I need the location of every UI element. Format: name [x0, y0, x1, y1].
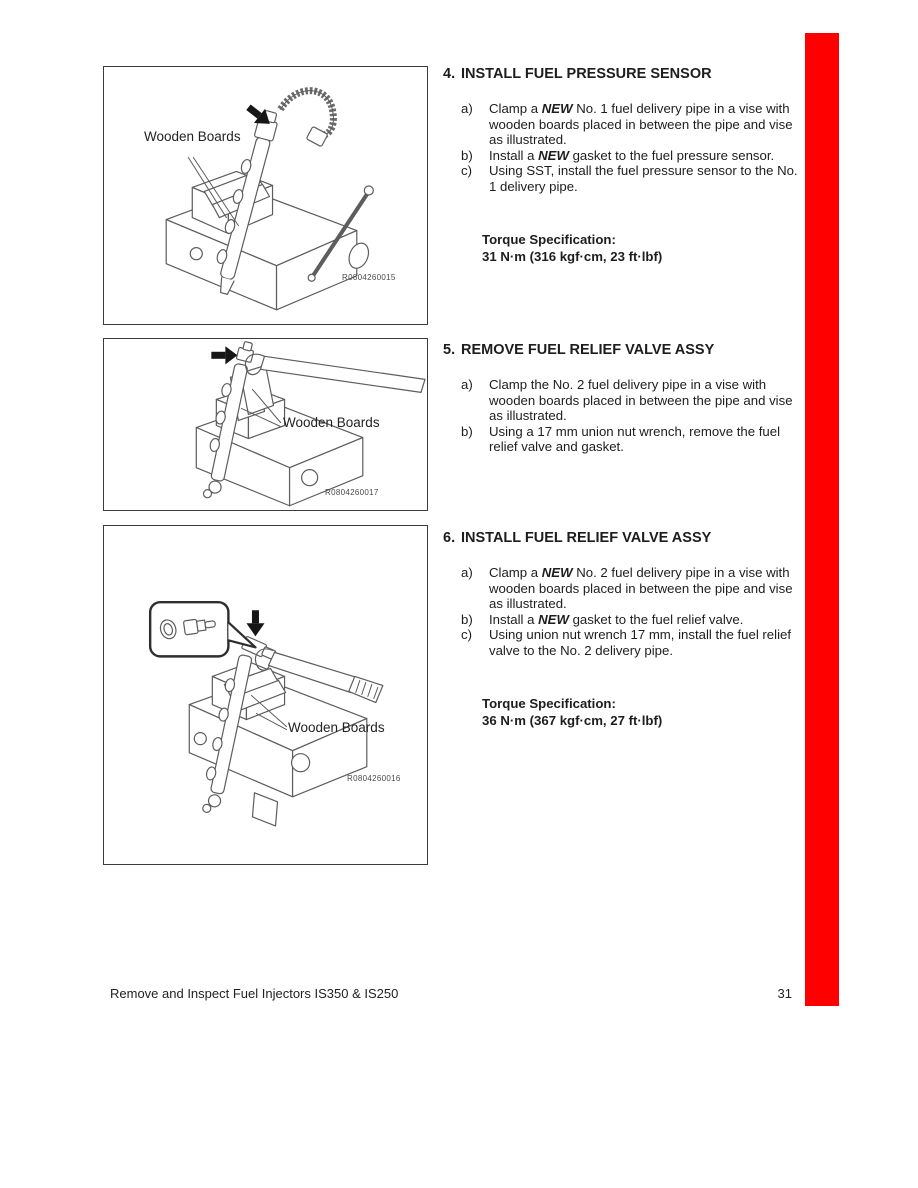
- section-install-fuel-relief-valve: [443, 530, 801, 730]
- step-letter: c): [461, 627, 472, 643]
- page-number: 31: [777, 986, 792, 1001]
- section-heading: [443, 342, 801, 358]
- section-heading: [443, 66, 801, 82]
- step-text: Using union nut wrench 17 mm, install the fuel relief valve to the No. 2 delivery pipe.: [489, 627, 791, 658]
- section-remove-fuel-relief-valve: [443, 342, 801, 455]
- torque-value: 31 N·m (316 kgf·cm, 23 ft·lbf): [482, 249, 663, 265]
- step-letter: c): [461, 163, 472, 179]
- figure-install-fuel-relief-valve: [103, 525, 428, 865]
- step-text: Install a NEW gasket to the fuel pressure sensor.: [489, 147, 775, 163]
- torque-label: Torque Specification:: [482, 695, 616, 711]
- section-number: 5.: [443, 342, 456, 358]
- section-title: INSTALL FUEL RELIEF VALVE ASSY: [461, 530, 712, 546]
- torque-value: 36 N·m (367 kgf·cm, 27 ft·lbf): [482, 713, 663, 729]
- step-text: Using a 17 mm union nut wrench, remove the fuel relief valve and gasket.: [489, 423, 781, 455]
- footer-document-title: Remove and Inspect Fuel Injectors IS350 & IS250: [110, 986, 399, 1001]
- figure-reference-code: R0804260017: [325, 488, 379, 497]
- wooden-boards-label: Wooden Boards: [144, 129, 241, 144]
- step-text: Clamp a NEW No. 2 fuel delivery pipe in a vise with wooden boards placed in between the pipe and vise as illustrated.: [489, 565, 793, 612]
- instruction-steps: [461, 377, 801, 455]
- instruction-step: [461, 377, 801, 424]
- sensor-hose-drawing: [281, 91, 334, 147]
- step-letter: a): [461, 565, 473, 580]
- red-accent-bar: [805, 33, 839, 1006]
- relief-valve-drawing: [236, 340, 255, 362]
- wooden-boards-label: Wooden Boards: [288, 720, 385, 735]
- step-letter: a): [461, 377, 473, 392]
- figure-remove-fuel-relief-valve: [103, 338, 428, 511]
- instruction-steps: [461, 101, 801, 195]
- section-number: 6.: [443, 530, 456, 546]
- instruction-step: [461, 627, 801, 658]
- torque-specification: [482, 695, 801, 730]
- instruction-step: [461, 424, 801, 455]
- torque-label: Torque Specification:: [482, 231, 616, 247]
- step-text: Install a NEW gasket to the fuel relief valve.: [489, 611, 744, 627]
- step-text: Using SST, install the fuel pressure sensor to the No. 1 delivery pipe.: [489, 163, 798, 194]
- step-letter: b): [461, 423, 473, 439]
- instruction-step: [461, 148, 801, 164]
- page-footer: [110, 986, 792, 1001]
- instruction-step: [461, 612, 801, 628]
- figure-reference-code: R0804260016: [347, 774, 401, 783]
- union-nut-wrench-drawing: [245, 354, 425, 392]
- section-title: REMOVE FUEL RELIEF VALVE ASSY: [461, 342, 715, 358]
- vise-illustration-1: [104, 67, 427, 324]
- section-heading: [443, 530, 801, 546]
- section-title: INSTALL FUEL PRESSURE SENSOR: [461, 66, 712, 82]
- direction-arrow-icon: [211, 346, 237, 364]
- vise-illustration-3: [104, 526, 427, 864]
- instruction-steps: [461, 565, 801, 659]
- instruction-step: [461, 565, 801, 612]
- figure-reference-code: R0804260015: [342, 273, 396, 282]
- section-number: 4.: [443, 66, 456, 82]
- direction-arrow-icon: [246, 610, 264, 636]
- instruction-step: [461, 101, 801, 148]
- callout-gasket-detail: [150, 602, 255, 656]
- wooden-boards-label: Wooden Boards: [283, 415, 380, 430]
- figure-fuel-pressure-sensor: [103, 66, 428, 325]
- step-letter: b): [461, 147, 473, 163]
- step-letter: a): [461, 101, 473, 116]
- step-text: Clamp the No. 2 fuel delivery pipe in a vise with wooden boards placed in between the pipe and vise as illustrated.: [489, 377, 793, 424]
- torque-specification: [482, 231, 801, 266]
- section-install-fuel-pressure-sensor: [443, 66, 801, 266]
- step-letter: b): [461, 611, 473, 627]
- instruction-step: [461, 163, 801, 194]
- vise-drawing: [166, 171, 372, 309]
- step-text: Clamp a NEW No. 1 fuel delivery pipe in a vise with wooden boards placed in between the pipe and vise as illustrated.: [489, 101, 793, 148]
